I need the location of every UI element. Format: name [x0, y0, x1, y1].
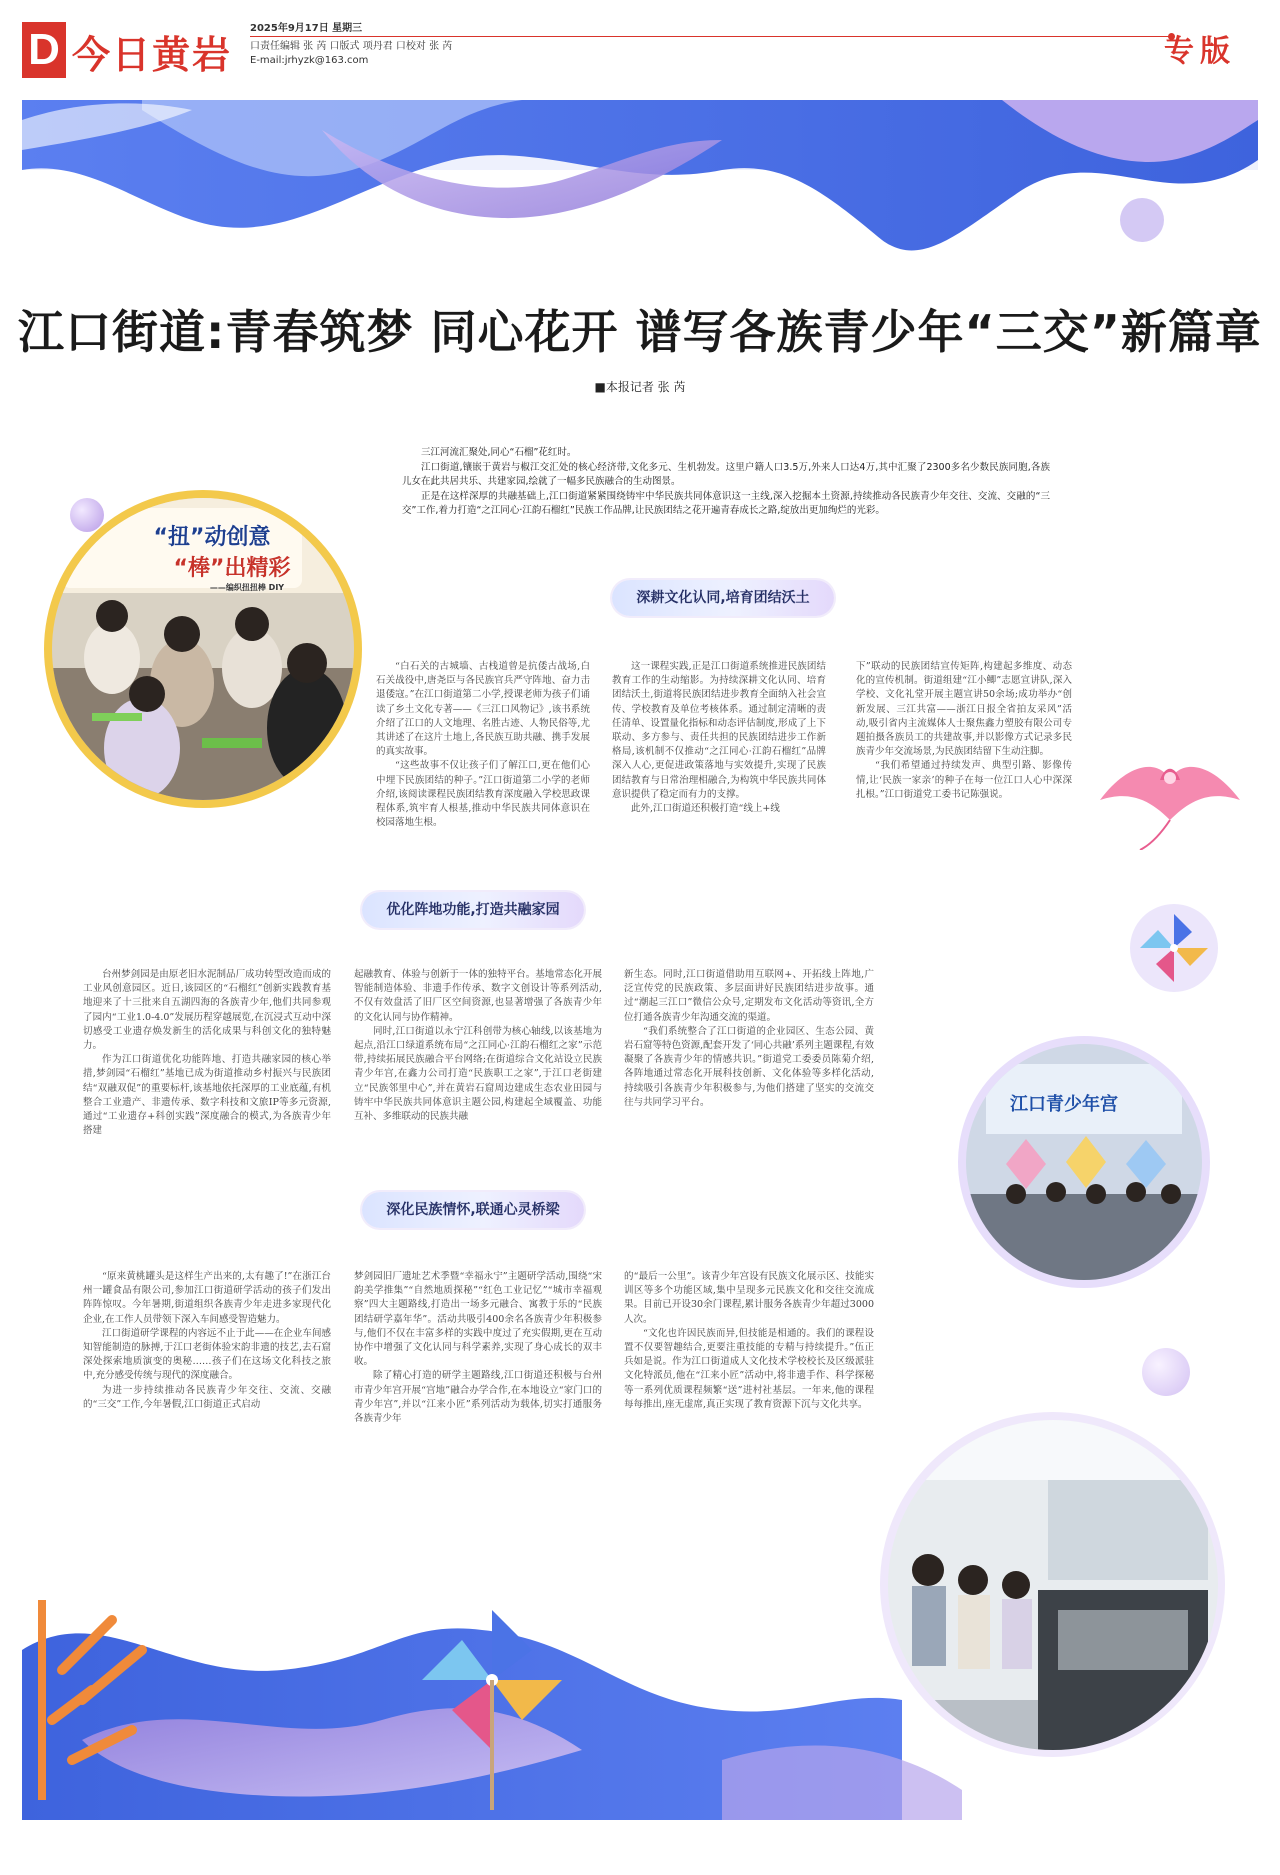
photo1-title — [112, 520, 312, 593]
pinwheel-decoration — [1128, 902, 1220, 994]
paragraph: “我们系统整合了江口街道的企业园区、生态公园、黄岩石窟等特色资源,配套开发了‘同心共融’系列主题课程,有效凝聚了各族青少年的情感共识。”街道党工委委员陈菊介绍,各阵地通过常态化开展科技创新、文化体验等多样化活动,持续吸引各族青少年积极参与,为他们搭建了坚实的交流交往与共同学习平台。 — [624, 1025, 874, 1108]
section1-column — [612, 660, 826, 816]
paragraph: “原来黄桃罐头是这样生产出来的,太有趣了!”在浙江台州一罐食品有限公司,参加江口街道研学活动的孩子们发出阵阵惊叹。今年暑期,街道组织各族青少年走进多家现代化企业,在工作人员带领下深入车间感受智造魅力。 — [83, 1271, 331, 1325]
paragraph: 台州梦剑园是由原老旧水泥制品厂成功转型改造而成的工业风创意园区。近日,该园区的“石榴红”创新实践教育基地迎来了十三批来自五湖四海的各族青少年,他们共同参观了园内“工业1.0-4.0”发展历程穿越展览,在沉浸式互动中深切感受工业遗存焕发新生的活化成果与科创文化的独特魅力。 — [83, 969, 331, 1052]
paragraph: 起融教育、体验与创新于一体的独特平台。基地常态化开展智能制造体验、非遗手作传承、数字文创设计等系列活动,不仅有效盘活了旧厂区空间资源,也显著增强了各族青少年的文化认同与协作精神。 — [354, 969, 602, 1023]
section3-column — [624, 1270, 874, 1412]
paragraph: 此外,江口街道还积极打造“线上+线 — [631, 803, 780, 815]
paragraph: 新生态。同时,江口街道借助用互联网+、开拓线上阵地,广泛宣传党的民族政策、多层面讲好民族团结进步故事。通过“潮起三江口”微信公众号,定期发布文化活动等资讯,全方位打通各族青少年沟通交流的渠道。 — [624, 969, 874, 1023]
section3-column — [354, 1270, 602, 1426]
paragraph: 这一课程实践,正是江口街道系统推进民族团结教育工作的生动缩影。为持续深耕文化认同、培育团结沃土,街道将民族团结进步教育全面纳入社会宣传、学校教育及单位考核体系。通过制定清晰的责任清单、设置量化指标和动态评估制度,形成了上下联动、多方参与、责任共担的民族团结进步工作新格局,该机制不仅推动“之江同心·江韵石榴红”品牌深入人心,更促进政策落地与实效提升,实现了民族团结教育与日常治理相融合,为构筑中华民族共同体意识提供了稳定而有力的支撑。 — [612, 661, 826, 800]
bottom-wave-decoration — [22, 1560, 1258, 1820]
article-headline: 江口街道:青春筑梦 同心花开 谱写各族青少年“三交”新篇章 — [18, 305, 1262, 359]
paragraph: 为进一步持续推动各民族青少年交往、交流、交融的“三交”工作,今年暑假,江口街道正式启动 — [83, 1384, 331, 1410]
paragraph: “我们希望通过持续发声、典型引路、影像传情,让‘民族一家亲’的种子在每一位江口人心中深深扎根。”江口街道党工委书记陈强说。 — [856, 760, 1072, 800]
photo-kite-activity — [966, 1044, 1202, 1280]
decor-bubble — [1142, 1348, 1190, 1396]
section2-column — [83, 968, 331, 1138]
section2-column — [354, 968, 602, 1124]
section-heading: 深化民族情怀,联通心灵桥梁 — [362, 1192, 584, 1228]
section2-column — [624, 968, 874, 1110]
section-heading: 深耕文化认同,培育团结沃土 — [612, 580, 834, 616]
edition-label: 专版 — [1164, 34, 1236, 69]
photo1-caption: ——编织扭扭棒 DIY — [209, 583, 285, 592]
paragraph: 梦剑园旧厂遗址艺术季暨“幸福永宁”主题研学活动,围绕“宋韵美学推集”“自然地质探秘”“红色工业记忆”“城市幸福观察”四大主题路线,打造出一场多元融合、寓教于乐的“民族团结研学嘉年华”。活动共吸引400余名各族青少年积极参与,他们不仅在丰富多样的实践中度过了充实假期,更在互动协作中增强了文化认同与科学素养,实现了身心成长的双丰收。 — [354, 1271, 602, 1368]
issue-date: 2025年9月17日 星期三 — [250, 23, 363, 34]
logo-letter: D — [22, 22, 66, 78]
paragraph: 同时,江口街道以永宁江科创带为核心轴线,以该基地为起点,沿江口绿道系统布局“之江同心·江韵石榴红之家”示范带,持续拓展民族融合平台网络;在街道综合文化站设立民族青少年宫,在鑫力公司打造“民族职工之家”,于江口老街建立“民族邻里中心”,并在黄岩石窟周边建成生态农业田园与铸牢中华民族共同体意识主题公园,构建起全域覆盖、功能互补、多维联动的民族共融 — [354, 1025, 602, 1123]
section1-column — [376, 660, 590, 830]
masthead — [22, 18, 1258, 84]
lead-paragraph: 江口街道,镶嵌于黄岩与椒江交汇处的核心经济带,文化多元、生机勃发。这里户籍人口3.5万,外来人口达4万,其中汇聚了2300多名少数民族同胞,各族儿女在此共居共乐、共建家园,绘就了一幅多民族融合的生动图景。 — [402, 461, 1050, 488]
paragraph: 作为江口街道优化功能阵地、打造共融家园的核心举措,梦剑园“石榴红”基地已成为街道推动乡村振兴与民族团结“双融双促”的重要标杆,该基地依托深厚的工业底蕴,有机整合工业遗产、非遗传承、数字科技和文旅IP等多元资源,通过“工业遗存+科创实践”深度融合的模式,为各族青少年搭建 — [83, 1054, 331, 1137]
photo1-title-line1: “扭”动创意 — [153, 525, 271, 550]
section-heading: 优化阵地功能,打造共融家园 — [362, 892, 584, 928]
article-lead — [402, 446, 1050, 519]
paper-name: 今日黄岩 — [72, 32, 233, 77]
paragraph: 下”联动的民族团结宣传矩阵,构建起多维度、动态化的宣传机制。街道组建“江小鲫”志愿宣讲队,深入学校、文化礼堂开展主题宣讲50余场;成功举办“创新发展、三江共富——浙江日报全省拍友采风”活动,吸引省内主流媒体人士聚焦鑫力塑胶有限公司专题拍摄各族员工的共建故事,并以影像方式记录多民族青少年交流场景,为民族团结留下生动注脚。 — [856, 661, 1072, 758]
masthead-rule — [250, 36, 1170, 37]
top-wave-banner — [22, 100, 1258, 270]
photo2-banner-text: 江口青少年宫 — [1010, 1094, 1118, 1115]
paragraph: 除了精心打造的研学主题路线,江口街道还积极与台州市青少年宫开展“宫地”融合办学合作,在本地设立“家门口的青少年宫”,并以“江来小匠”系列活动为载体,切实打通服务各族青少年 — [354, 1370, 602, 1425]
paragraph: 的“最后一公里”。该青少年宫设有民族文化展示区、技能实训区等多个功能区域,集中呈现多元民族文化和交往交流成果。目前已开设30余门课程,累计服务各族青少年超过3000人次。 — [624, 1271, 874, 1325]
article-byline: ■本报记者 张 芮 — [594, 380, 686, 394]
paragraph: 江口街道研学课程的内容远不止于此——在企业车间感知智能制造的脉搏,于江口老街体验宋韵非遗的技艺,去石窟深处探索地质演变的奥秘……孩子们在这场文化科技之旅中,充分感受传统与现代的深度融合。 — [83, 1327, 331, 1382]
section3-column — [83, 1270, 331, 1412]
editor-credits: 口责任编辑 张 芮 口版式 项丹君 口校对 张 芮 — [250, 41, 453, 52]
decor-bubble — [70, 498, 104, 532]
masthead-info — [250, 22, 452, 68]
lead-paragraph: 三江河流汇聚处,同心“石榴”花红时。 — [421, 447, 577, 458]
kite-decoration — [1090, 740, 1250, 850]
paragraph: “这些故事不仅让孩子们了解江口,更在他们心中埋下民族团结的种子。”江口街道第二小学的老师介绍,该阅读课程民族团结教育深度融入学校思政课程体系,筑牢育人根基,推动中华民族共同体意识在校园落地生根。 — [376, 760, 590, 829]
contact-email: E-mail:jrhyzk@163.com — [250, 55, 369, 66]
paragraph: “文化也许因民族而异,但技能是相通的。我们的课程设置不仅要智趣结合,更要注重技能的专精与持续提升。”伍正兵如是说。作为江口街道成人文化技术学校校长及区级派驻文化特派员,他在“江来小匠”活动中,将非遗手作、科学探秘等一系列优质课程频繁“送”进村社基层。一年来,他的课程每每推出,座无虚席,真正实现了教育资源下沉与文化共享。 — [624, 1327, 874, 1410]
photo1-title-line2: “棒”出精彩 — [173, 556, 291, 581]
lead-paragraph: 正是在这样深厚的共融基础上,江口街道紧紧围绕铸牢中华民族共同体意识这一主线,深入挖掘本土资源,持续推动各民族青少年交往、交流、交融的“三交”工作,着力打造“之江同心·江韵石榴红”民族工作品牌,让民族团结之花开遍青春成长之路,绽放出更加绚烂的光彩。 — [402, 490, 1050, 517]
section1-column — [856, 660, 1072, 802]
paragraph: “白石关的古城墙、古栈道曾是抗倭古战场,白石关战役中,唐尧臣与各民族官兵严守阵地、奋力击退倭寇。”在江口街道第二小学,授课老师为孩子们诵读了乡土文化专著——《三江口风物记》,该书系统介绍了江口的人文地理、名胜古迹、人物民俗等,尤其讲述了在这片土地上,各民族互助共融、携手发展的真实故事。 — [376, 661, 590, 758]
